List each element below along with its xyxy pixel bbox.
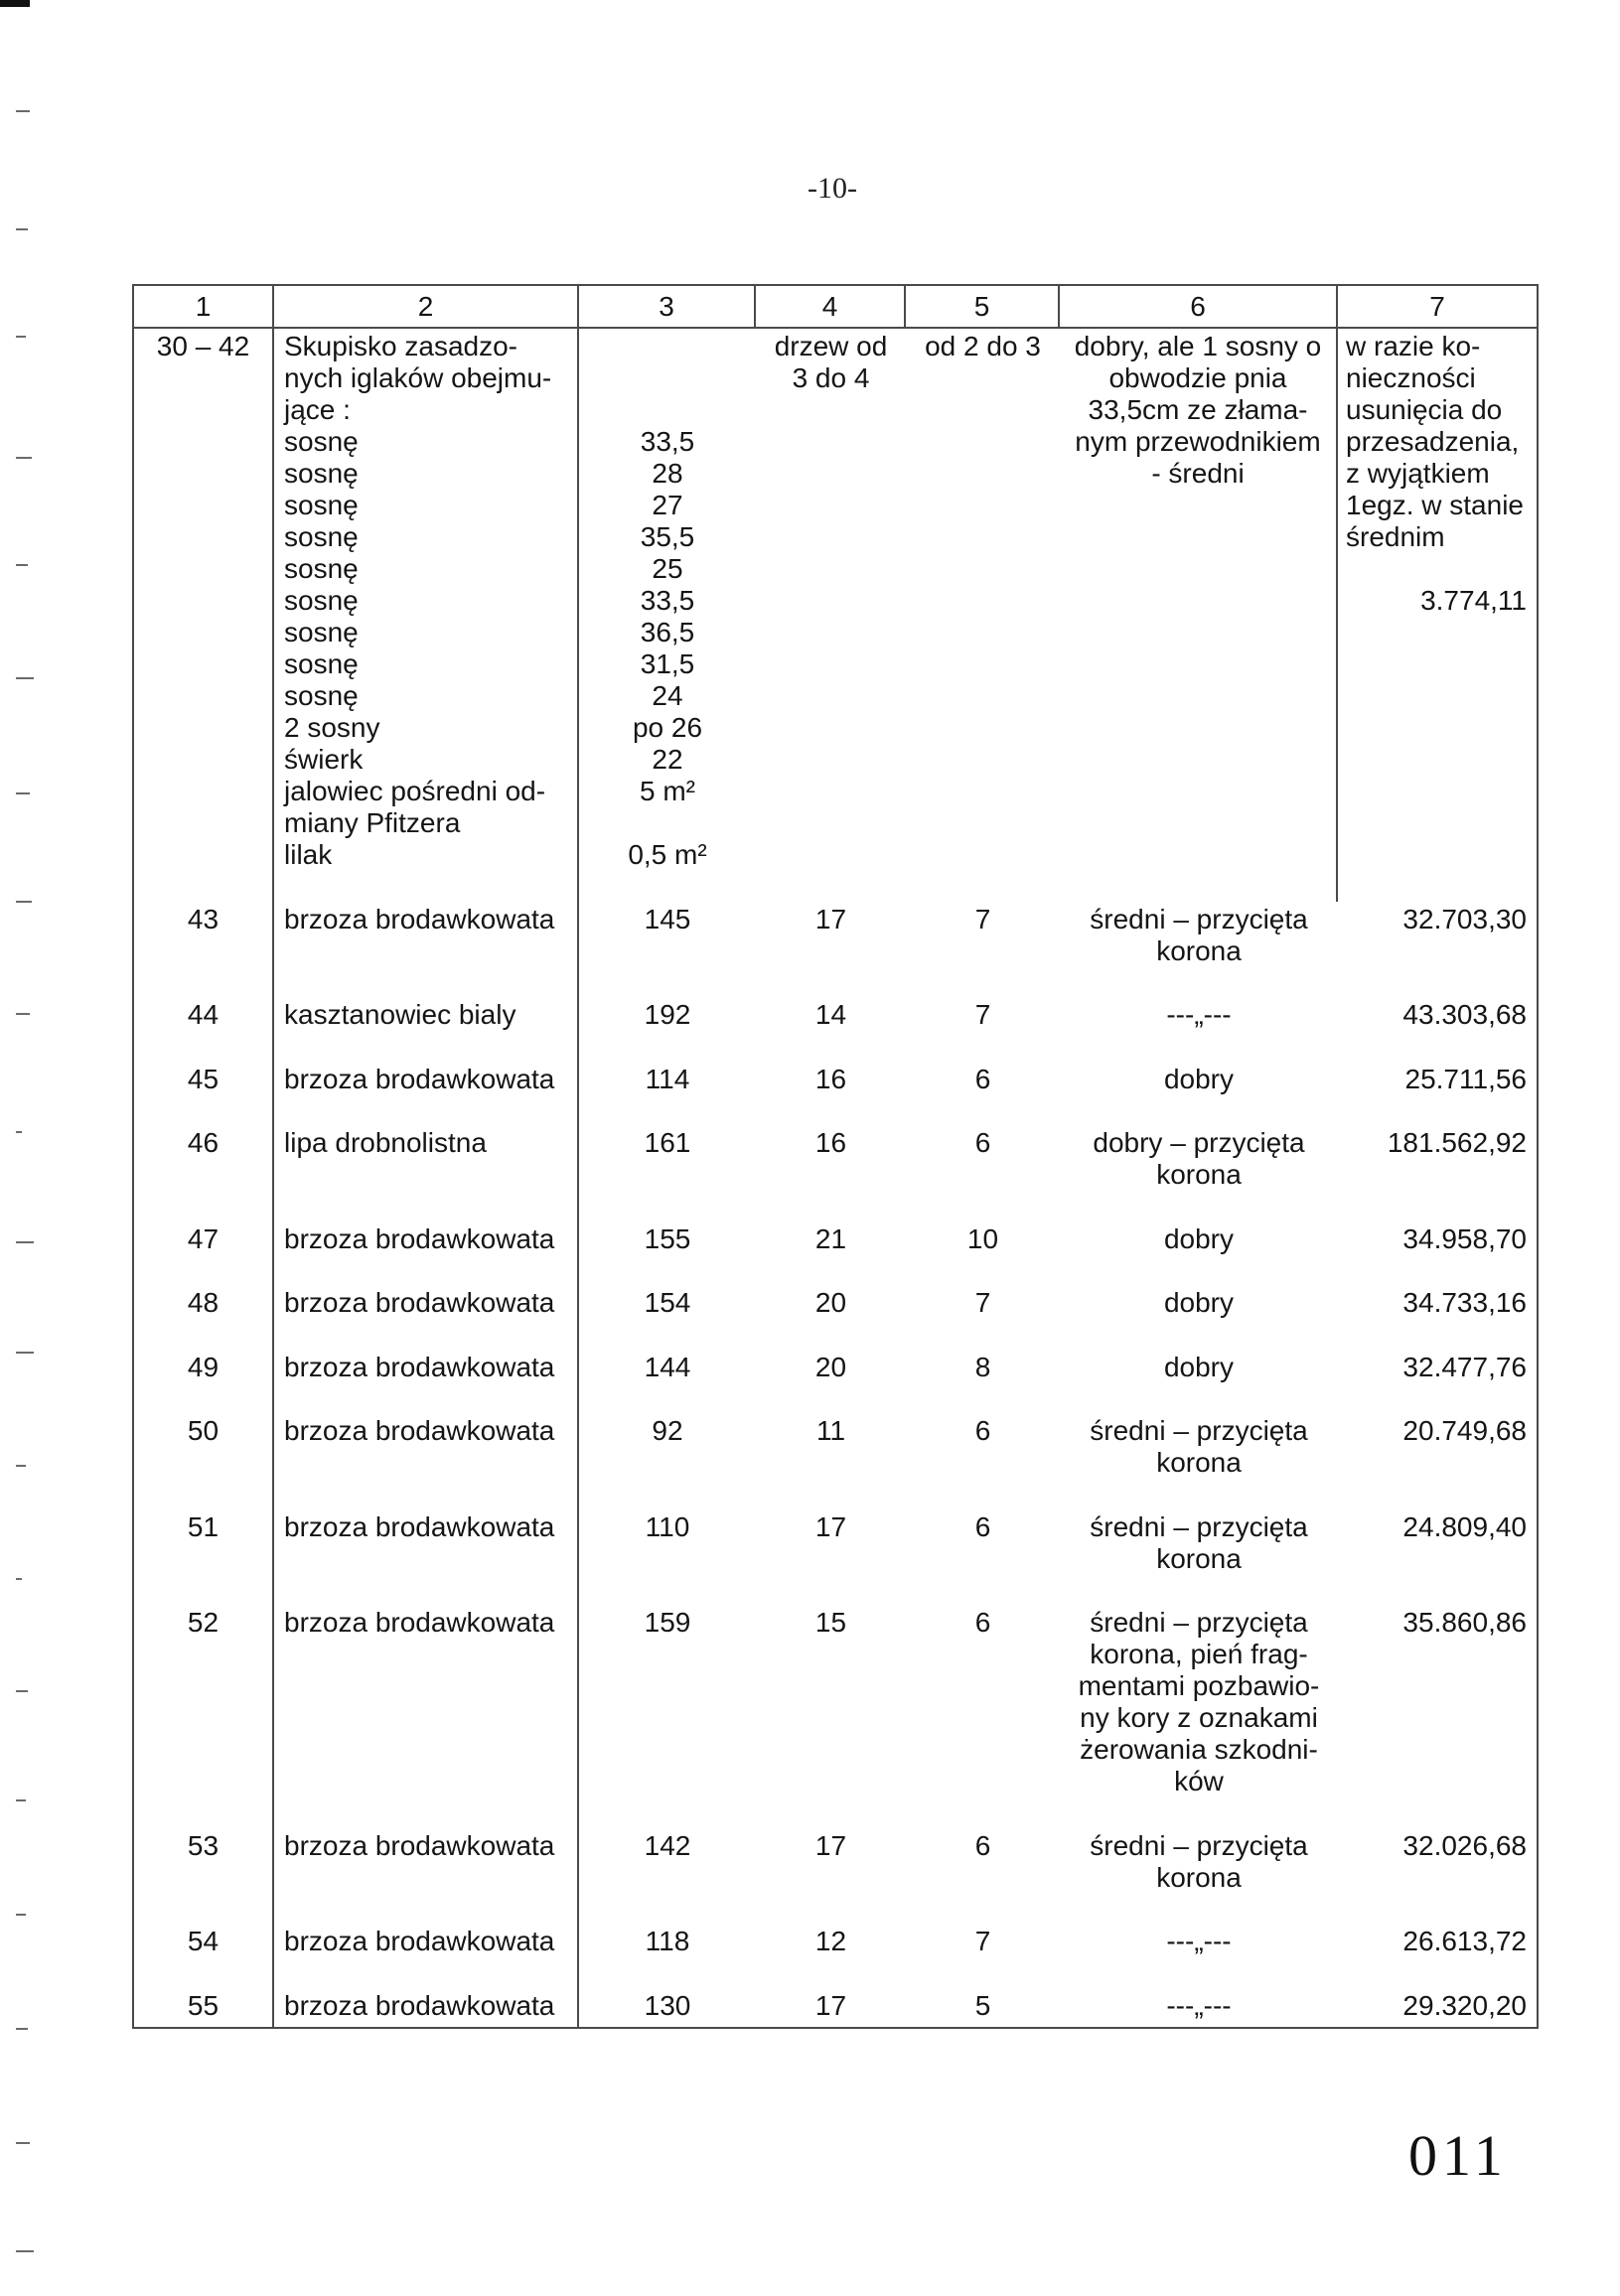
amount: 34.733,16 bbox=[1402, 1287, 1527, 1318]
value-col5: 7 bbox=[974, 999, 991, 1030]
condition-line: ---„--- bbox=[1166, 999, 1232, 1030]
condition-line: dobry bbox=[1163, 1063, 1235, 1094]
value-col4: 14 bbox=[814, 999, 847, 1030]
condition-line: korona bbox=[1156, 1542, 1242, 1574]
cell-col4 bbox=[756, 329, 906, 902]
value-col5: 6 bbox=[974, 1607, 991, 1638]
value-col3: 144 bbox=[644, 1351, 691, 1382]
cell-col3 bbox=[579, 1605, 756, 1828]
value-col3: 142 bbox=[644, 1829, 691, 1861]
line-spacer bbox=[579, 362, 756, 394]
cell-name bbox=[274, 1413, 579, 1509]
cell-col5 bbox=[906, 1413, 1060, 1509]
cell-name bbox=[274, 1125, 579, 1221]
column-header-3: 3 bbox=[579, 286, 756, 329]
component-value: 22 bbox=[652, 744, 683, 775]
line-spacer bbox=[579, 807, 756, 839]
column-header-6: 6 bbox=[1060, 286, 1338, 329]
cell-col3 bbox=[579, 902, 756, 998]
cell-col3 bbox=[579, 329, 756, 902]
value-col3: 114 bbox=[645, 1063, 690, 1094]
cell-name bbox=[274, 1605, 579, 1828]
column-header-4: 4 bbox=[756, 286, 906, 329]
page-number-header: -10- bbox=[808, 172, 857, 205]
component-name: świerk bbox=[284, 744, 364, 775]
value-col4: 3 do 4 bbox=[792, 362, 870, 393]
cell-number bbox=[134, 902, 274, 998]
condition-line: średni – przycięta bbox=[1090, 1415, 1308, 1446]
remark-line: w razie ko- bbox=[1346, 331, 1481, 361]
table-row bbox=[134, 1350, 1537, 1414]
value-col5: 8 bbox=[974, 1351, 991, 1382]
cell-name bbox=[274, 1062, 579, 1126]
name-line: brzoza brodawkowata bbox=[284, 903, 555, 934]
component-name: sosnę bbox=[284, 680, 359, 711]
remark-line: usunięcia do bbox=[1346, 394, 1503, 425]
component-name: jalowiec pośredni od- bbox=[284, 776, 546, 806]
scan-margin-mark bbox=[16, 1914, 26, 1916]
cell-col5 bbox=[906, 997, 1060, 1062]
scan-margin-mark bbox=[16, 228, 28, 230]
component-value: 36,5 bbox=[640, 617, 695, 647]
line-spacer bbox=[579, 331, 756, 362]
cell-name bbox=[274, 1221, 579, 1286]
cell-col4 bbox=[756, 997, 906, 1062]
value-col3: 130 bbox=[644, 1989, 691, 2021]
scan-margin-mark bbox=[16, 1690, 28, 1692]
row-number: 49 bbox=[187, 1351, 220, 1382]
value-col4: 11 bbox=[815, 1415, 846, 1446]
cell-col4 bbox=[756, 1221, 906, 1286]
scan-margin-mark bbox=[16, 457, 32, 459]
cell-condition bbox=[1060, 1413, 1338, 1509]
scan-margin-mark bbox=[16, 677, 34, 679]
cell-col4 bbox=[756, 1413, 906, 1509]
cell-col5 bbox=[906, 1988, 1060, 2027]
condition-line: dobry – przycięta bbox=[1093, 1127, 1305, 1158]
component-value: 28 bbox=[652, 458, 683, 489]
cell-col4 bbox=[756, 1988, 906, 2027]
cell-col5 bbox=[906, 1605, 1060, 1828]
cell-col3 bbox=[579, 1413, 756, 1509]
component-value: 0,5 m² bbox=[628, 839, 707, 870]
cell-col5 bbox=[906, 1062, 1060, 1126]
cell-col4 bbox=[756, 1125, 906, 1221]
amount: 32.703,30 bbox=[1402, 903, 1527, 934]
cell-col3 bbox=[579, 1828, 756, 1925]
table-row bbox=[134, 1413, 1537, 1509]
scan-margin-mark bbox=[16, 564, 28, 566]
cell-value bbox=[1338, 1350, 1537, 1414]
line-spacer bbox=[1338, 553, 1537, 585]
name-line: brzoza brodawkowata bbox=[284, 1510, 555, 1542]
condition-line: średni – przycięta bbox=[1090, 903, 1308, 934]
cell-value bbox=[1338, 1125, 1537, 1221]
row-number: 45 bbox=[187, 1063, 220, 1094]
cell-name bbox=[274, 1509, 579, 1606]
value-col4: 16 bbox=[814, 1063, 847, 1094]
amount: 35.860,86 bbox=[1402, 1607, 1527, 1638]
value-col3: 118 bbox=[645, 1926, 690, 1956]
cell-value bbox=[1338, 329, 1537, 902]
component-name: 2 sosny bbox=[284, 712, 380, 743]
cell-value bbox=[1338, 1509, 1537, 1606]
condition-line: korona bbox=[1156, 1447, 1242, 1478]
page-stamp-number: 011 bbox=[1408, 2123, 1508, 2188]
cell-name bbox=[274, 902, 579, 998]
amount: 25.711,56 bbox=[1404, 1063, 1527, 1094]
amount: 32.026,68 bbox=[1402, 1829, 1527, 1861]
component-name: sosnę bbox=[284, 458, 359, 489]
table-row bbox=[134, 1125, 1537, 1221]
name-line: brzoza brodawkowata bbox=[284, 1926, 555, 1956]
value-col3: 154 bbox=[644, 1287, 691, 1318]
amount: 34.958,70 bbox=[1402, 1222, 1527, 1254]
cell-col4 bbox=[756, 1924, 906, 1988]
amount: 3.774,11 bbox=[1420, 585, 1527, 616]
cell-value bbox=[1338, 902, 1537, 998]
name-line: kasztanowiec bialy bbox=[284, 999, 516, 1030]
value-col5: 7 bbox=[974, 903, 991, 934]
row-number: 50 bbox=[187, 1415, 220, 1446]
condition-line: korona bbox=[1156, 934, 1242, 966]
cell-number bbox=[134, 1125, 274, 1221]
value-col4: 20 bbox=[814, 1287, 847, 1318]
scan-margin-mark bbox=[16, 901, 32, 903]
cell-col4 bbox=[756, 1285, 906, 1350]
condition-line: średni – przycięta bbox=[1090, 1607, 1308, 1638]
name-line: brzoza brodawkowata bbox=[284, 1222, 555, 1254]
name-line: brzoza brodawkowata bbox=[284, 1063, 555, 1094]
cell-number bbox=[134, 1605, 274, 1828]
name-line: brzoza brodawkowata bbox=[284, 1287, 555, 1318]
condition-line: korona, pień frag- bbox=[1090, 1639, 1308, 1669]
component-name: sosnę bbox=[284, 426, 359, 457]
cell-col5 bbox=[906, 1221, 1060, 1286]
value-col4: 17 bbox=[814, 1989, 847, 2021]
cell-number bbox=[134, 1062, 274, 1126]
cell-col3 bbox=[579, 1285, 756, 1350]
cell-condition bbox=[1060, 1509, 1338, 1606]
value-col5: 6 bbox=[974, 1127, 991, 1158]
component-value: 27 bbox=[652, 490, 683, 520]
name-line: brzoza brodawkowata bbox=[284, 1989, 555, 2021]
component-name: sosnę bbox=[284, 490, 359, 520]
cell-col4 bbox=[756, 1062, 906, 1126]
cell-name bbox=[274, 997, 579, 1062]
cell-name bbox=[274, 1350, 579, 1414]
condition-line: dobry bbox=[1163, 1351, 1235, 1382]
component-name: miany Pfitzera bbox=[284, 807, 461, 838]
table-row bbox=[134, 1062, 1537, 1126]
scan-margin-mark bbox=[16, 1465, 26, 1467]
cell-col4 bbox=[756, 1828, 906, 1925]
cell-number bbox=[134, 1221, 274, 1286]
value-col4: 21 bbox=[814, 1222, 847, 1254]
cell-condition bbox=[1060, 1605, 1338, 1828]
cell-col3 bbox=[579, 1988, 756, 2027]
remark-line: 1egz. w stanie bbox=[1346, 490, 1524, 520]
value-col3: 161 bbox=[644, 1127, 691, 1158]
amount: 32.477,76 bbox=[1402, 1351, 1527, 1382]
name-line: brzoza brodawkowata bbox=[284, 1351, 555, 1382]
cell-number bbox=[134, 1413, 274, 1509]
value-col5: 5 bbox=[974, 1989, 991, 2021]
inventory-table bbox=[132, 284, 1539, 2029]
cell-number bbox=[134, 1350, 274, 1414]
value-col4: 16 bbox=[814, 1127, 847, 1158]
cell-name bbox=[274, 1988, 579, 2027]
component-value: 33,5 bbox=[640, 585, 695, 616]
value-col5: 6 bbox=[974, 1415, 991, 1446]
row-number: 43 bbox=[187, 903, 220, 934]
cell-number bbox=[134, 1509, 274, 1606]
name-line: Skupisko zasadzo- bbox=[284, 331, 518, 361]
scan-margin-mark bbox=[16, 1352, 34, 1354]
cell-name bbox=[274, 1924, 579, 1988]
value-col3: 192 bbox=[644, 999, 691, 1030]
condition-line: żerowania szkodni- bbox=[1080, 1734, 1318, 1765]
value-col3: 159 bbox=[644, 1607, 691, 1638]
cell-number bbox=[134, 997, 274, 1062]
component-name: lilak bbox=[284, 839, 333, 870]
component-name: sosnę bbox=[284, 521, 359, 552]
condition-line: - średni bbox=[1151, 458, 1245, 489]
table-row bbox=[134, 1988, 1537, 2027]
condition-line: dobry bbox=[1163, 1287, 1235, 1318]
name-line: jące : bbox=[284, 394, 351, 425]
component-value: 25 bbox=[652, 553, 683, 584]
table-row bbox=[134, 1221, 1537, 1286]
table-row bbox=[134, 1828, 1537, 1925]
cell-condition bbox=[1060, 997, 1338, 1062]
cell-condition bbox=[1060, 1285, 1338, 1350]
cell-condition bbox=[1060, 329, 1338, 902]
scan-margin-mark bbox=[16, 1578, 22, 1580]
component-value: 24 bbox=[652, 680, 683, 711]
component-value: 35,5 bbox=[640, 521, 695, 552]
cell-number bbox=[134, 329, 274, 902]
value-col4: drzew od bbox=[774, 331, 888, 361]
cell-name bbox=[274, 1285, 579, 1350]
cell-col5 bbox=[906, 1285, 1060, 1350]
table-header-row bbox=[134, 286, 1537, 329]
cell-col4 bbox=[756, 1350, 906, 1414]
cell-col3 bbox=[579, 1221, 756, 1286]
cell-col3 bbox=[579, 1350, 756, 1414]
value-col5: 6 bbox=[974, 1510, 991, 1542]
cell-number bbox=[134, 1988, 274, 2027]
condition-line: średni – przycięta bbox=[1090, 1829, 1308, 1861]
scan-margin-mark bbox=[16, 110, 30, 112]
value-col3: 92 bbox=[652, 1415, 683, 1446]
cell-value bbox=[1338, 1828, 1537, 1925]
cell-value bbox=[1338, 1988, 1537, 2027]
value-col3: 155 bbox=[644, 1222, 691, 1254]
value-col4: 20 bbox=[814, 1351, 847, 1382]
cell-col5 bbox=[906, 1924, 1060, 1988]
cell-condition bbox=[1060, 1828, 1338, 1925]
scan-margin-mark bbox=[16, 336, 26, 338]
cell-value bbox=[1338, 1413, 1537, 1509]
condition-line: średni – przycięta bbox=[1090, 1510, 1308, 1542]
value-col4: 17 bbox=[814, 903, 847, 934]
cell-col4 bbox=[756, 1605, 906, 1828]
table-row bbox=[134, 1605, 1537, 1828]
cell-col5 bbox=[906, 1125, 1060, 1221]
cell-name bbox=[274, 1828, 579, 1925]
table-row bbox=[134, 1509, 1537, 1606]
amount: 20.749,68 bbox=[1402, 1415, 1527, 1446]
cell-condition bbox=[1060, 1221, 1338, 1286]
amount: 181.562,92 bbox=[1387, 1127, 1527, 1158]
component-value: po 26 bbox=[632, 712, 703, 743]
cell-name bbox=[274, 329, 579, 902]
row-number: 47 bbox=[187, 1222, 220, 1254]
value-col5: 6 bbox=[974, 1063, 991, 1094]
scan-margin-mark bbox=[16, 2250, 34, 2252]
row-number: 44 bbox=[187, 999, 220, 1030]
table-row bbox=[134, 329, 1537, 902]
cell-condition bbox=[1060, 1062, 1338, 1126]
amount: 24.809,40 bbox=[1402, 1510, 1527, 1542]
component-name: sosnę bbox=[284, 553, 359, 584]
remark-line: z wyjątkiem bbox=[1346, 458, 1490, 489]
component-name: sosnę bbox=[284, 585, 359, 616]
cell-value bbox=[1338, 997, 1537, 1062]
component-value: 33,5 bbox=[640, 426, 695, 457]
cell-col4 bbox=[756, 1509, 906, 1606]
scan-margin-mark bbox=[16, 2142, 30, 2144]
row-number: 55 bbox=[187, 1989, 220, 2021]
cell-col4 bbox=[756, 902, 906, 998]
scan-margin-mark bbox=[16, 1799, 26, 1801]
table-row bbox=[134, 1924, 1537, 1988]
row-number: 48 bbox=[187, 1287, 220, 1318]
value-col4: 17 bbox=[814, 1829, 847, 1861]
name-line: lipa drobnolistna bbox=[284, 1127, 487, 1158]
line-spacer bbox=[579, 394, 756, 426]
remark-line: przesadzenia, bbox=[1346, 426, 1520, 457]
cell-number bbox=[134, 1285, 274, 1350]
component-name: sosnę bbox=[284, 617, 359, 647]
cell-value bbox=[1338, 1924, 1537, 1988]
row-number: 46 bbox=[187, 1127, 220, 1158]
row-number: 53 bbox=[187, 1829, 220, 1861]
cell-col5 bbox=[906, 1509, 1060, 1606]
value-col3: 110 bbox=[645, 1510, 690, 1542]
scan-margin-mark bbox=[16, 2028, 28, 2030]
scan-margin-mark bbox=[16, 792, 30, 794]
remark-line: nieczności bbox=[1346, 362, 1476, 393]
table-row bbox=[134, 1285, 1537, 1350]
component-value: 31,5 bbox=[640, 648, 695, 679]
cell-condition bbox=[1060, 1350, 1338, 1414]
value-col5: 7 bbox=[974, 1926, 991, 1956]
condition-line: dobry, ale 1 sosny o bbox=[1074, 331, 1322, 361]
value-col5: 10 bbox=[966, 1222, 999, 1254]
cell-col5 bbox=[906, 329, 1060, 902]
condition-line: obwodzie pnia bbox=[1108, 362, 1287, 393]
cell-condition bbox=[1060, 902, 1338, 998]
condition-line: korona bbox=[1156, 1159, 1242, 1190]
amount: 26.613,72 bbox=[1402, 1926, 1527, 1956]
row-number: 52 bbox=[187, 1607, 220, 1638]
component-value: 5 m² bbox=[640, 776, 695, 806]
condition-line: ny kory z oznakami bbox=[1080, 1702, 1318, 1733]
name-line: brzoza brodawkowata bbox=[284, 1415, 555, 1446]
cell-col3 bbox=[579, 1062, 756, 1126]
amount: 43.303,68 bbox=[1402, 999, 1527, 1030]
cell-condition bbox=[1060, 1988, 1338, 2027]
name-line: brzoza brodawkowata bbox=[284, 1829, 555, 1861]
cell-value bbox=[1338, 1285, 1537, 1350]
value-col4: 15 bbox=[814, 1607, 847, 1638]
value-col4: 17 bbox=[814, 1510, 847, 1542]
scan-margin-mark bbox=[16, 1241, 34, 1243]
scan-margin-mark bbox=[16, 1013, 30, 1015]
value-col3: 145 bbox=[644, 903, 691, 934]
cell-col5 bbox=[906, 1828, 1060, 1925]
column-header-5: 5 bbox=[906, 286, 1060, 329]
name-line: nych iglaków obejmu- bbox=[284, 362, 552, 393]
table-row bbox=[134, 902, 1537, 998]
component-name: sosnę bbox=[284, 648, 359, 679]
value-col4: 12 bbox=[814, 1926, 847, 1956]
condition-line: dobry bbox=[1163, 1222, 1235, 1254]
cell-value bbox=[1338, 1062, 1537, 1126]
condition-line: ---„--- bbox=[1166, 1989, 1232, 2021]
cell-number bbox=[134, 1828, 274, 1925]
value-col5: od 2 do 3 bbox=[925, 331, 1041, 361]
amount: 29.320,20 bbox=[1402, 1989, 1527, 2021]
condition-line: ków bbox=[1174, 1766, 1224, 1796]
cell-col5 bbox=[906, 902, 1060, 998]
scan-margin-mark bbox=[16, 1131, 22, 1133]
condition-line: ---„--- bbox=[1166, 1926, 1232, 1956]
column-header-2: 2 bbox=[274, 286, 579, 329]
name-line: brzoza brodawkowata bbox=[284, 1607, 555, 1638]
condition-line: nym przewodnikiem bbox=[1075, 426, 1321, 457]
row-number: 54 bbox=[187, 1926, 220, 1956]
column-header-7: 7 bbox=[1338, 286, 1537, 329]
value-col5: 6 bbox=[974, 1829, 991, 1861]
row-number: 30 – 42 bbox=[156, 331, 250, 361]
cell-value bbox=[1338, 1221, 1537, 1286]
condition-line: mentami pozbawio- bbox=[1078, 1670, 1320, 1701]
cell-condition bbox=[1060, 1924, 1338, 1988]
cell-condition bbox=[1060, 1125, 1338, 1221]
scan-corner-mark bbox=[0, 0, 30, 7]
cell-col3 bbox=[579, 1924, 756, 1988]
cell-value bbox=[1338, 1605, 1537, 1828]
cell-col5 bbox=[906, 1350, 1060, 1414]
cell-col3 bbox=[579, 1125, 756, 1221]
cell-col3 bbox=[579, 997, 756, 1062]
value-col5: 7 bbox=[974, 1287, 991, 1318]
column-header-1: 1 bbox=[134, 286, 274, 329]
condition-line: 33,5cm ze złama- bbox=[1088, 394, 1308, 425]
row-number: 51 bbox=[187, 1510, 220, 1542]
cell-number bbox=[134, 1924, 274, 1988]
condition-line: korona bbox=[1156, 1861, 1242, 1893]
cell-col3 bbox=[579, 1509, 756, 1606]
remark-line: średnim bbox=[1346, 521, 1445, 552]
table-row bbox=[134, 997, 1537, 1062]
